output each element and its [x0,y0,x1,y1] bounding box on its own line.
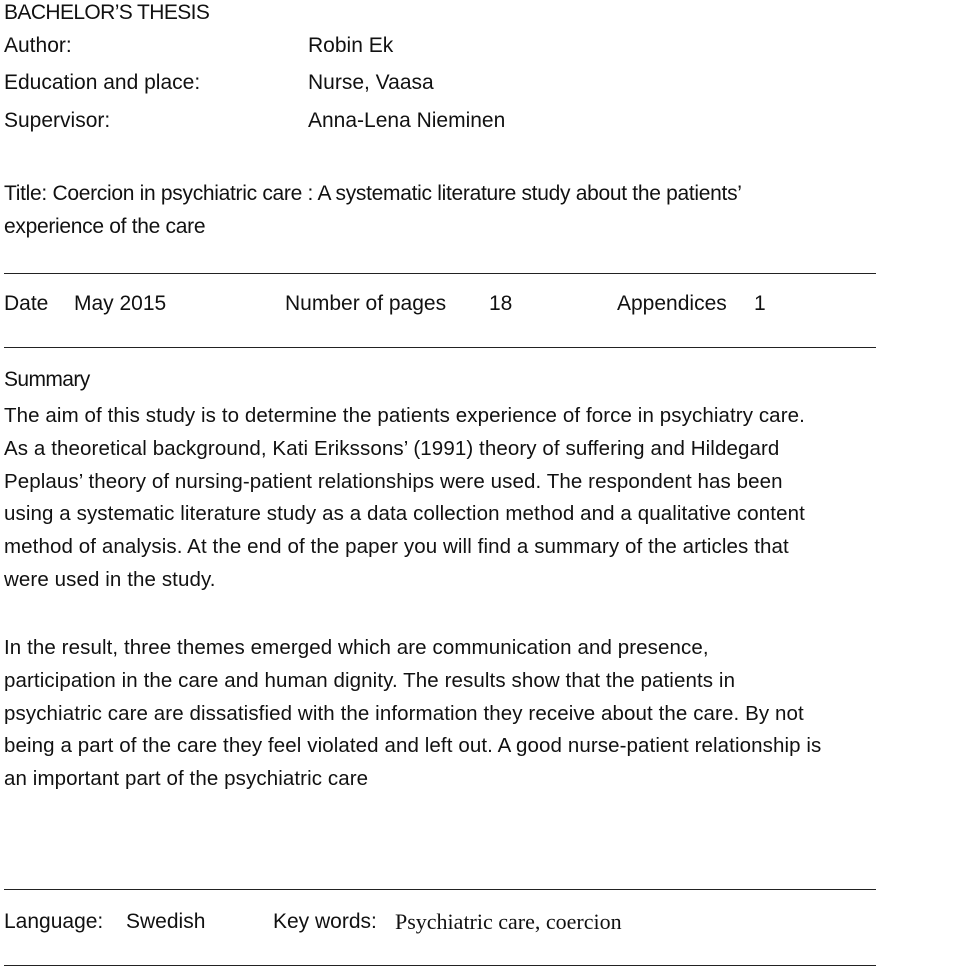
summary-heading: Summary [4,368,90,391]
divider [4,273,876,274]
summary-p1-line-1: The aim of this study is to determine the patients experience of force in psychiatry care. [4,404,805,427]
summary-p1-line-4: using a systematic literature study as a data collection method and a qualitative content [4,502,805,526]
appendices-value: 1 [754,292,766,315]
keywords-label: Key words: [273,910,377,933]
language-label: Language: [4,910,104,933]
divider [4,347,876,348]
summary-p1-line-6: were used in the study. [4,567,216,591]
summary-paragraph-1 [4,400,960,597]
supervisor-value: Anna-Lena Nieminen [308,109,506,132]
education-value: Nurse, Vaasa [308,71,434,94]
divider [4,889,876,890]
supervisor-label: Supervisor: [4,109,111,132]
divider [4,965,876,966]
summary-p2-line-5: an important part of the psychiatric care [4,767,369,791]
appendices-label: Appendices [617,292,727,315]
language-value: Swedish [126,910,206,933]
summary-p2-line-1: In the result, three themes emerged which are communication and presence, [4,636,709,659]
summary-p2-line-2: participation in the care and human dignity. The results show that the patients in [4,668,736,692]
author-value: Robin Ek [308,34,394,57]
title-line-1: Title: Coercion in psychiatric care : A systematic literature study about the patients’ [4,182,742,205]
education-label: Education and place: [4,71,201,94]
summary-p1-line-3: Peplaus’ theory of nursing-patient relationships were used. The respondent has been [4,469,783,493]
thesis-heading: BACHELOR’S THESIS [4,1,210,24]
title-line-2: experience of the care [4,215,206,238]
author-label: Author: [4,34,72,57]
pages-value: 18 [489,292,513,315]
summary-p1-line-5: method of analysis. At the end of the paper you will find a summary of the articles that [4,535,789,559]
pages-label: Number of pages [285,292,447,315]
summary-paragraph-2 [4,632,960,796]
summary-p1-line-2: As a theoretical background, Kati Erikssons’ (1991) theory of suffering and Hildegard [4,436,780,460]
summary-p2-line-3: psychiatric care are dissatisfied with the information they receive about the care. By not [4,701,804,725]
date-label: Date [4,292,49,315]
date-value: May 2015 [74,292,167,315]
summary-p2-line-4: being a part of the care they feel violated and left out. A good nurse-patient relationship is [4,734,822,758]
keywords-value: Psychiatric care, coercion [395,909,622,934]
